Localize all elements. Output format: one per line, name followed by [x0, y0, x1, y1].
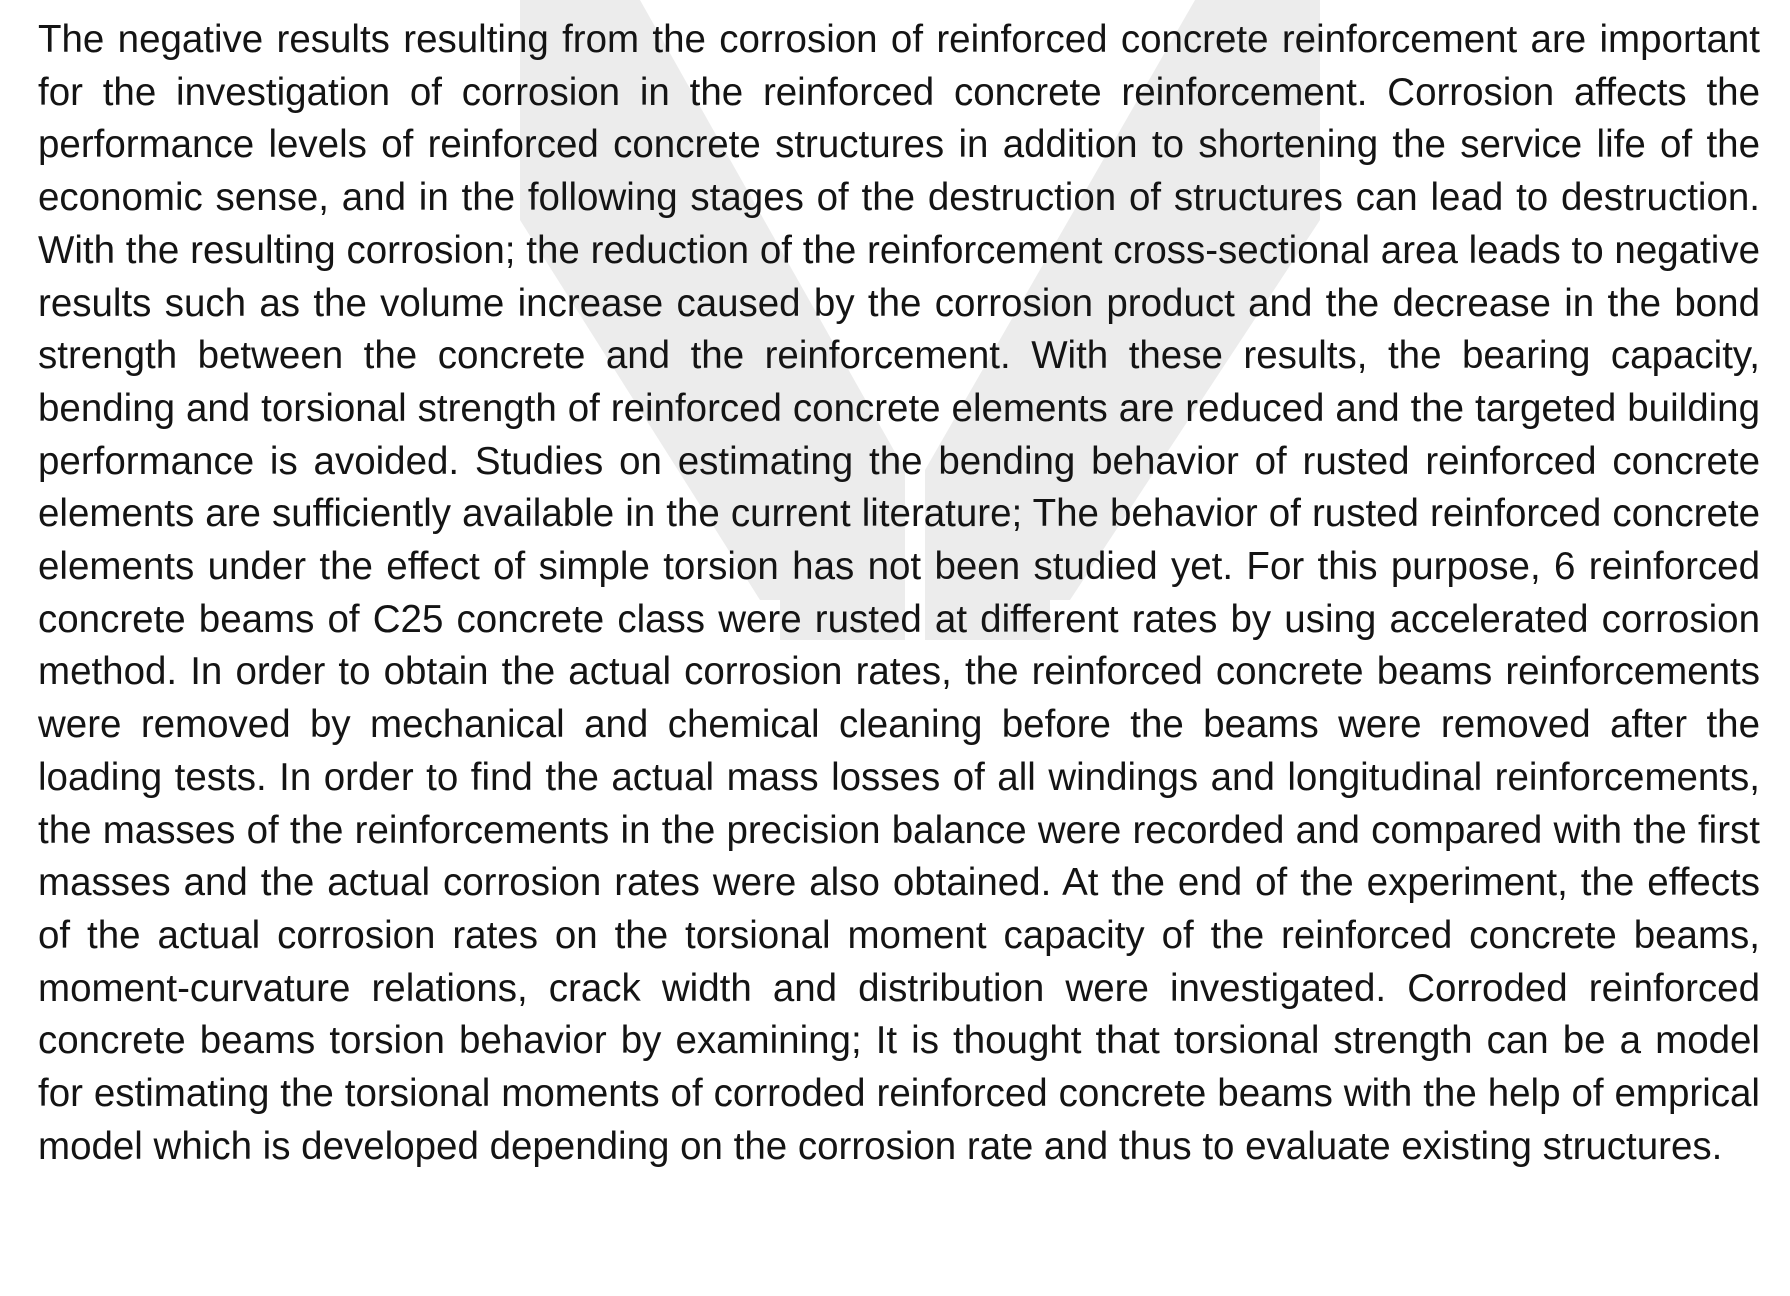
document-page	[38, 14, 1760, 1173]
abstract-paragraph: The negative results resulting from the corrosion of reinforced concrete reinforcement are important for the investigation of corrosion in the reinforced concrete reinforcement. Corrosion affects the performance levels of reinforced concrete structures in addition to shortening the service life of the economic sense, and in the following stages of the destruction of structures can lead to destruction. With the resulting corrosion; the reduction of the reinforcement cross-sectional area leads to negative results such as the volume increase caused by the corrosion product and the decrease in the bond strength between the concrete and the reinforcement. With these results, the bearing capacity, bending and torsional strength of reinforced concrete elements are reduced and the targeted building performance is avoided. Studies on estimating the bending behavior of rusted reinforced concrete elements are sufficiently available in the current literature; The behavior of rusted reinforced concrete elements under the effect of simple torsion has not been studied yet. For this purpose, 6 reinforced concrete beams of C25 concrete class were rusted at different rates by using accelerated corrosion method. In order to obtain the actual corrosion rates, the reinforced concrete beams reinforcements were removed by mechanical and chemical cleaning before the beams were removed after the loading tests. In order to find the actual mass losses of all windings and longitudinal reinforcements, the masses of the reinforcements in the precision balance were recorded and compared with the first masses and the actual corrosion rates were also obtained. At the end of the experiment, the effects of the actual corrosion rates on the torsional moment capacity of the reinforced concrete beams, moment-curvature relations, crack width and distribution were investigated. Corroded reinforced concrete beams torsion behavior by examining; It is thought that torsional strength can be a model for estimating the torsional moments of corroded reinforced concrete beams with the help of emprical model which is developed depending on the corrosion rate and thus to evaluate existing structures.	[38, 18, 1760, 1168]
